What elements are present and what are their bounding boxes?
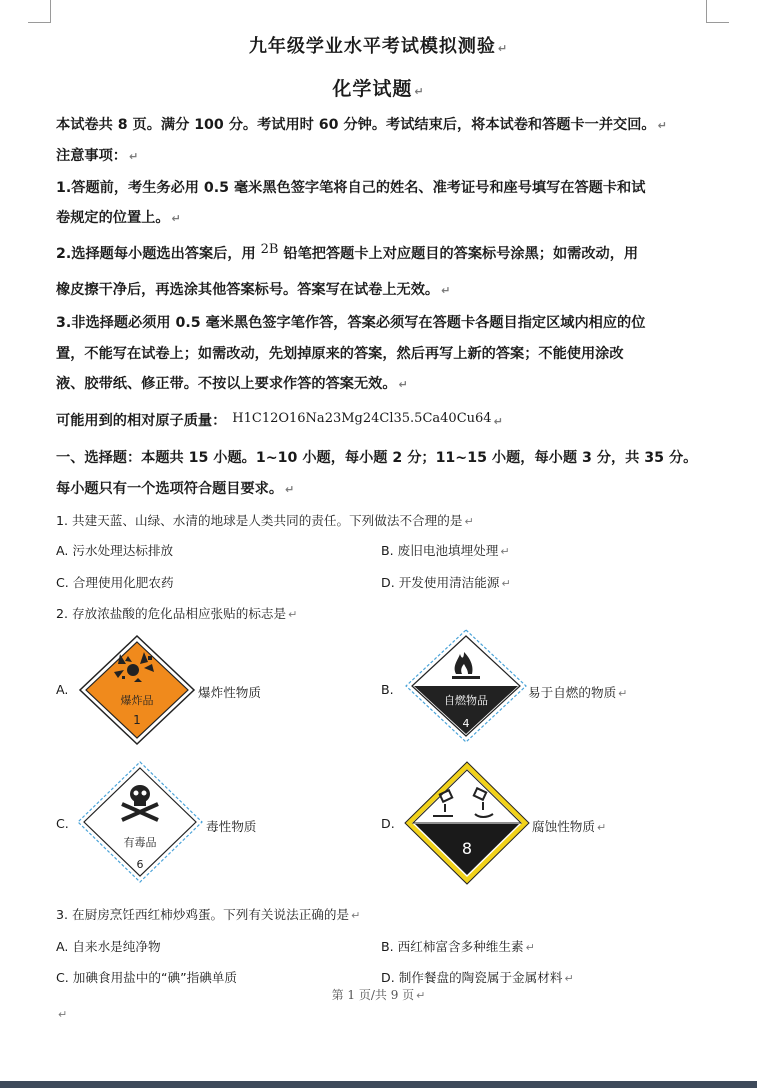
note1-line1: 1.答题前，考生务必用 0.5 毫米黑色签字笔将自己的姓名、准考证号和座号填写在答题卡和试 — [56, 180, 646, 196]
toxic-hazard-sign-icon — [76, 760, 204, 884]
q1-option-c: C. 合理使用化肥农药 — [56, 575, 174, 590]
explosive-hazard-sign-icon — [78, 634, 196, 746]
corrosive-hazard-sign-icon — [403, 760, 531, 886]
combustion-sign-text: 自燃物品 — [444, 694, 488, 707]
corrosive-sign-number: 8 — [461, 839, 473, 858]
crop-mark-top-left — [28, 0, 51, 23]
q2-option-b-label: 易于自燃的物质 ↵ — [528, 685, 628, 700]
q1-option-d: D. 开发使用清洁能源 ↵ — [381, 575, 511, 590]
note3-line2: 置，不能写在试卷上；如需改动，先划掉原来的答案，然后再写上新的答案；不能使用涂改 — [56, 346, 624, 362]
note1-line2: 卷规定的位置上。 ↵ — [56, 210, 181, 226]
q3-stem: 3. 在厨房烹饪西红柿炒鸡蛋。下列有关说法正确的是 ↵ — [56, 907, 361, 922]
note3-line3: 液、胶带纸、修正带。不按以上要求作答的答案无效。 ↵ — [56, 376, 408, 392]
page-subtitle: 化学试题 ↵ — [332, 78, 425, 100]
q1-option-b: B. 废旧电池填埋处理 ↵ — [381, 543, 510, 558]
q2-option-d-label: 腐蚀性物质 ↵ — [532, 819, 607, 834]
toxic-sign-number: 6 — [136, 858, 144, 871]
combustion-sign-number: 4 — [462, 717, 470, 730]
q2-option-c-label: 毒性物质 — [206, 819, 257, 834]
q2-option-a-label: 爆炸性物质 — [198, 685, 261, 700]
q3-option-d: D. 制作餐盘的陶瓷属于金属材料 ↵ — [381, 970, 574, 985]
page-title: 九年级学业水平考试模拟测验 ↵ — [248, 36, 509, 57]
section1-line2: 每小题只有一个选项符合题目要求。 ↵ — [56, 481, 295, 497]
atomic-mass-line: 可能用到的相对原子质量： H1C12O16Na23Mg24Cl35.5Ca40Cu64 ↵ — [56, 411, 503, 429]
explosive-sign-number: 1 — [133, 713, 141, 727]
q3-option-a: A. 自来水是纯净物 — [56, 939, 161, 954]
q3-option-c: C. 加碘食用盐中的“碘”指碘单质 — [56, 970, 237, 985]
note2-line2: 橡皮擦干净后，再选涂其他答案标号。答案写在试卷上无效。 ↵ — [56, 282, 451, 298]
q2-option-c-letter: C. — [56, 816, 69, 831]
page-bottom-bar — [0, 1081, 757, 1088]
paragraph-mark: ↵ — [58, 1008, 68, 1021]
q3-option-b: B. 西红柿富含多种维生素 ↵ — [381, 939, 535, 954]
page-footer: 第 1 页/共 9 页 ↵ — [331, 988, 426, 1002]
q1-stem: 1. 共建天蓝、山绿、水清的地球是人类共同的责任。下列做法不合理的是 ↵ — [56, 513, 474, 528]
q2-option-d-letter: D. — [381, 816, 395, 831]
note2-line1: 2.选择题每小题选出答案后，用 2B 铅笔把答题卡上对应题目的答案标号涂黑；如需改动，用 — [56, 242, 639, 262]
intro-line: 本试卷共 8 页。满分 100 分。考试用时 60 分钟。考试结束后，将本试卷和答题卡一并交回。 ↵ — [56, 117, 667, 133]
note3-line1: 3.非选择题必须用 0.5 毫米黑色签字笔作答，答案必须写在答题卡各题目指定区域内相应的位 — [56, 315, 646, 331]
toxic-sign-text: 有毒品 — [123, 836, 157, 849]
crop-mark-top-right — [706, 0, 729, 23]
q1-option-a: A. 污水处理达标排放 — [56, 543, 174, 558]
q2-option-a-letter: A. — [56, 682, 69, 697]
explosive-sign-text: 爆炸品 — [120, 694, 154, 707]
q2-stem: 2. 存放浓盐酸的危化品相应张贴的标志是 ↵ — [56, 606, 298, 621]
spontaneous-combustion-sign-icon — [404, 628, 528, 744]
notes-heading: 注意事项： ↵ — [56, 148, 139, 164]
section1-line1: 一、选择题：本题共 15 小题。1~10 小题，每小题 2 分；11~15 小题，每小题 3 分，共 35 分。 — [56, 450, 698, 466]
q2-option-b-letter: B. — [381, 682, 394, 697]
